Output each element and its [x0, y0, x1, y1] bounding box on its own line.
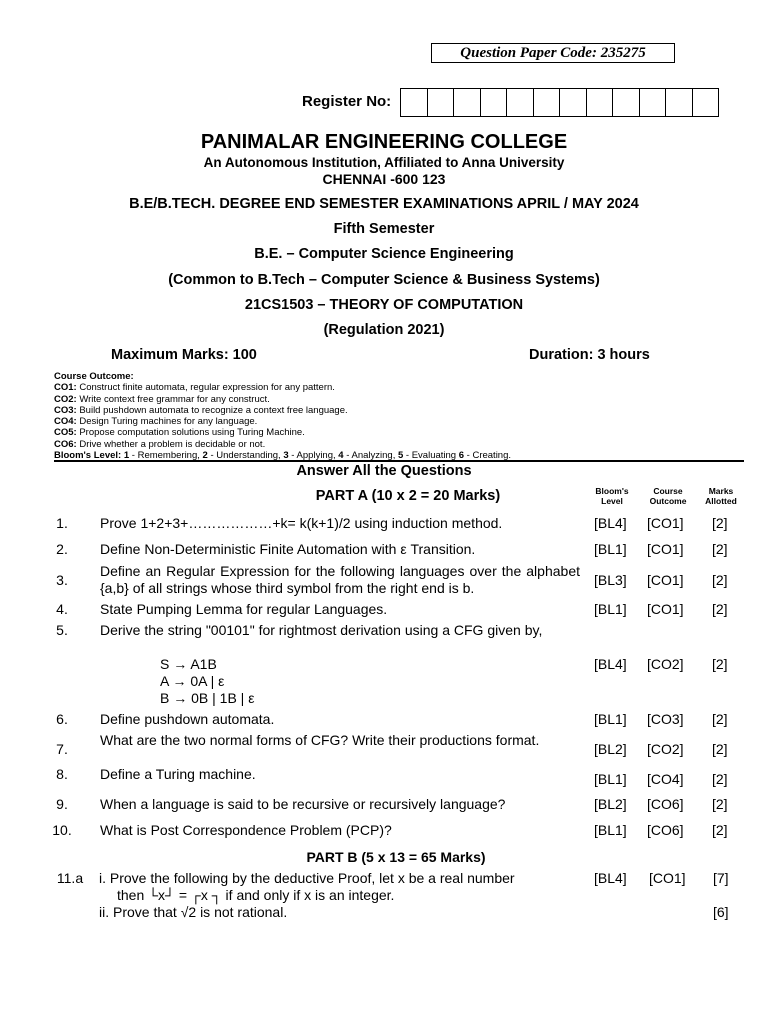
course-title: 21CS1503 – THEORY OF COMPUTATION	[244, 297, 524, 313]
college-affiliation: An Autonomous Institution, Affiliated to Anna University	[203, 155, 565, 170]
register-digit-box	[400, 88, 428, 117]
course-outcome-item: CO2: Write context free grammar for any construct.	[54, 393, 270, 405]
register-digit-box	[665, 88, 693, 117]
register-digit-box	[480, 88, 508, 117]
regulation: (Regulation 2021)	[323, 322, 445, 338]
blooms-level-header: Bloom's Level	[595, 486, 629, 506]
exam-title: B.E/B.TECH. DEGREE END SEMESTER EXAMINATIONS APRIL / MAY 2024	[129, 196, 639, 212]
course-outcome-item: CO6: Drive whether a problem is decidable or not.	[54, 438, 266, 450]
marks: [2]	[712, 601, 728, 617]
marks-allotted-header: Marks Allotted	[705, 486, 737, 506]
course-outcome: [CO1]	[649, 870, 686, 886]
course-outcome-header: Course Outcome	[649, 486, 687, 506]
question-number: 6.	[56, 711, 68, 727]
blooms-levels: Bloom's Level: 1 - Remembering, 2 - Understanding, 3 - Applying, 4 - Analyzing, 5 - Evaluating 6 - Creating.	[54, 450, 512, 462]
question-number: 9.	[56, 796, 68, 812]
register-digit-box	[559, 88, 587, 117]
blooms-level: [BL4]	[594, 870, 627, 886]
blooms-level: [BL1]	[594, 711, 627, 727]
semester: Fifth Semester	[333, 221, 435, 237]
college-name: PANIMALAR ENGINEERING COLLEGE	[200, 131, 568, 153]
course-outcome: [CO1]	[647, 572, 684, 588]
question-number: 10.	[52, 822, 72, 838]
blooms-level: [BL1]	[594, 541, 627, 557]
marks: [2]	[712, 822, 728, 838]
course-outcome: [CO4]	[647, 771, 684, 787]
course-outcome: [CO2]	[647, 656, 684, 672]
register-digit-box	[506, 88, 534, 117]
course-outcome-title: Course Outcome:	[54, 371, 134, 382]
question-number: 11.a	[56, 870, 84, 886]
question-number: 3.	[56, 572, 68, 588]
question-text: When a language is said to be recursive or recursively language?	[100, 796, 506, 812]
register-digit-box	[692, 88, 720, 117]
part-a-title: PART A (10 x 2 = 20 Marks)	[315, 488, 501, 504]
common-to: (Common to B.Tech – Computer Science & Business Systems)	[168, 272, 600, 288]
divider	[54, 460, 744, 462]
instructions: Answer All the Questions	[296, 463, 472, 479]
question-text: Prove 1+2+3+………………+k= k(k+1)/2 using induction method.	[100, 515, 503, 531]
college-city: CHENNAI -600 123	[322, 171, 446, 187]
register-digit-box	[639, 88, 667, 117]
course-outcome: [CO3]	[647, 711, 684, 727]
program: B.E. – Computer Science Engineering	[254, 246, 514, 262]
register-number-boxes	[401, 88, 719, 117]
course-outcome-item: CO5: Propose computation solutions using Turing Machine.	[54, 427, 305, 439]
question-text: Derive the string "00101" for rightmost derivation using a CFG given by,	[100, 622, 543, 638]
marks: [2]	[712, 656, 728, 672]
register-digit-box	[533, 88, 561, 117]
blooms-level: [BL1]	[594, 771, 627, 787]
register-digit-box	[586, 88, 614, 117]
blooms-level: [BL1]	[594, 822, 627, 838]
question-number: 4.	[56, 601, 68, 617]
grammar-rule: A → 0A | ε	[160, 673, 225, 689]
course-outcome: [CO1]	[647, 515, 684, 531]
marks: [6]	[713, 904, 729, 920]
register-digit-box	[453, 88, 481, 117]
blooms-level: [BL2]	[594, 796, 627, 812]
blooms-level: [BL2]	[594, 741, 627, 757]
course-outcome: [CO1]	[647, 601, 684, 617]
duration: Duration: 3 hours	[529, 347, 650, 363]
question-number: 7.	[56, 741, 68, 757]
question-text: Define an Regular Expression for the following languages over the alphabet {a,b} of all strings whose third symbol from the right end is b.	[100, 563, 580, 596]
question-text: Define Non-Deterministic Finite Automation with ε Transition.	[100, 541, 476, 557]
question-number: 1.	[56, 515, 68, 531]
course-outcome: [CO6]	[647, 796, 684, 812]
blooms-level: [BL3]	[594, 572, 627, 588]
question-text: Define a Turing machine.	[100, 766, 256, 782]
course-outcome-item: CO3: Build pushdown automata to recognize a context free language.	[54, 404, 348, 416]
question-text: Define pushdown automata.	[100, 711, 275, 727]
marks: [7]	[713, 870, 729, 886]
question-text: i. Prove the following by the deductive Proof, let x be a real number	[99, 870, 515, 886]
question-text: then └x┘ = ┌x ┐ if and only if x is an integer.	[117, 887, 395, 903]
course-outcome-item: CO1: Construct finite automata, regular expression for any pattern.	[54, 382, 335, 394]
marks: [2]	[712, 541, 728, 557]
part-b-title: PART B (5 x 13 = 65 Marks)	[306, 849, 486, 865]
marks: [2]	[712, 711, 728, 727]
blooms-level: [BL4]	[594, 656, 627, 672]
question-text: State Pumping Lemma for regular Languages.	[100, 601, 388, 617]
question-text: What are the two normal forms of CFG? Write their productions format.	[100, 732, 540, 748]
blooms-level: [BL4]	[594, 515, 627, 531]
blooms-level: [BL1]	[594, 601, 627, 617]
marks: [2]	[712, 771, 728, 787]
marks: [2]	[712, 515, 728, 531]
question-number: 5.	[56, 622, 68, 638]
register-label: Register No:	[302, 93, 392, 110]
question-paper-code: Question Paper Code: 235275	[431, 43, 675, 63]
course-outcomes	[54, 371, 754, 461]
course-outcome: [CO1]	[647, 541, 684, 557]
question-number: 2.	[56, 541, 68, 557]
marks: [2]	[712, 741, 728, 757]
question-text: ii. Prove that √2 is not rational.	[99, 904, 288, 920]
question-number: 8.	[56, 766, 68, 782]
question-text: What is Post Correspondence Problem (PCP)?	[100, 822, 392, 838]
marks: [2]	[712, 796, 728, 812]
register-digit-box	[612, 88, 640, 117]
course-outcome: [CO6]	[647, 822, 684, 838]
grammar-rule: B → 0B | 1B | ε	[160, 690, 255, 706]
course-outcome-item: CO4: Design Turing machines for any language.	[54, 416, 258, 428]
register-digit-box	[427, 88, 455, 117]
grammar-rule: S → A1B	[160, 656, 217, 672]
maximum-marks: Maximum Marks: 100	[111, 347, 257, 363]
course-outcome: [CO2]	[647, 741, 684, 757]
marks: [2]	[712, 572, 728, 588]
